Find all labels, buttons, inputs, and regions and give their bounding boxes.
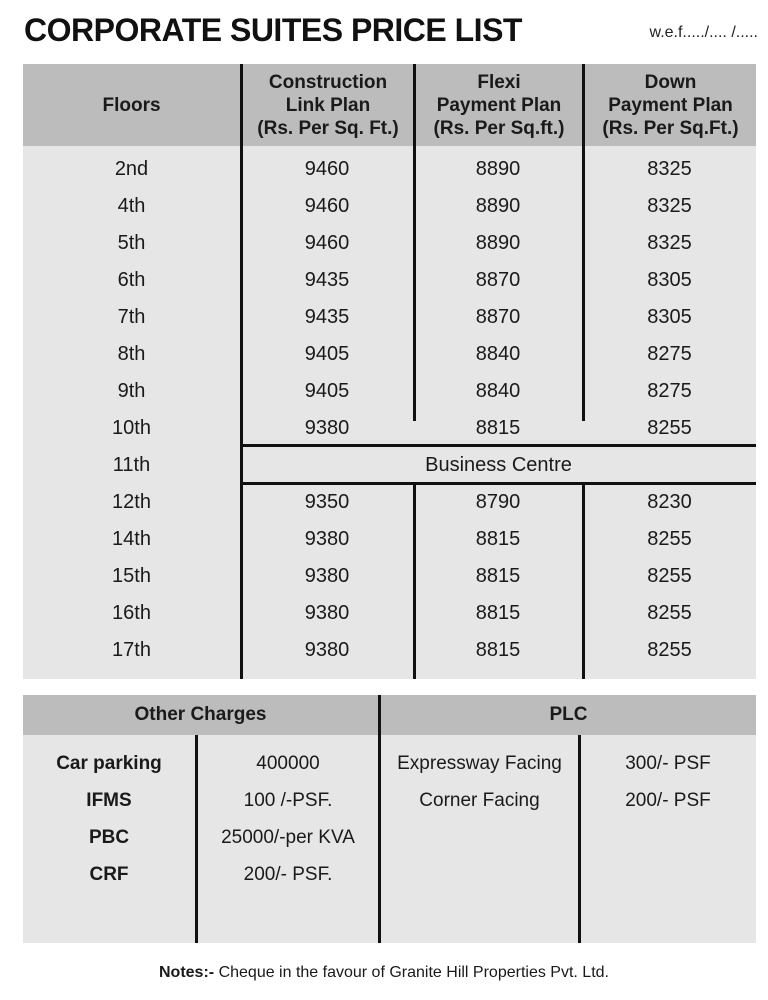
table-row — [23, 225, 756, 262]
charge-item: IFMS — [86, 790, 132, 811]
notes-text: Cheque in the favour of Granite Hill Properties Pvt. Ltd. — [218, 964, 609, 981]
flexi-cell: 8870 — [475, 269, 521, 291]
flexi-cell: 8890 — [475, 195, 521, 217]
floor-cell: 9th — [117, 380, 146, 402]
construction-cell: 9350 — [304, 491, 350, 513]
header-floors: Floors — [23, 64, 240, 146]
table-row — [23, 782, 756, 819]
floor-cell: 15th — [112, 565, 151, 587]
flexi-cell: 8840 — [475, 343, 521, 365]
floor-cell: 4th — [117, 195, 146, 217]
header-line: Flexi — [477, 71, 521, 93]
plc-value — [580, 856, 756, 893]
construction-cell: 9380 — [304, 565, 350, 587]
table-row — [23, 632, 756, 669]
table-row — [23, 336, 756, 373]
flexi-cell: 8815 — [475, 528, 521, 550]
table-row — [23, 410, 756, 447]
plc-item — [381, 819, 578, 856]
table-row — [23, 856, 756, 893]
floor-cell: 8th — [117, 343, 146, 365]
construction-cell: 9380 — [304, 528, 350, 550]
business-centre-label: Business Centre — [425, 454, 572, 476]
floor-cell: 6th — [117, 269, 146, 291]
header-line: Construction — [268, 71, 388, 93]
charge-value: 400000 — [256, 753, 320, 774]
table-row — [23, 745, 756, 782]
down-cell: 8305 — [647, 306, 692, 328]
down-cell: 8325 — [647, 195, 692, 217]
plc-item: Corner Facing — [419, 790, 540, 811]
table-row — [23, 521, 756, 558]
charge-item: CRF — [89, 864, 129, 885]
header-line: Payment Plan — [436, 94, 562, 116]
flexi-cell: 8890 — [475, 232, 521, 254]
header-construction-link-plan — [243, 64, 413, 146]
plc-item — [381, 856, 578, 893]
flexi-cell: 8840 — [475, 380, 521, 402]
charge-value: 25000/-per KVA — [221, 827, 355, 848]
floor-cell: 16th — [112, 602, 151, 624]
table-row — [23, 188, 756, 225]
construction-cell: 9405 — [304, 343, 350, 365]
flexi-cell: 8870 — [475, 306, 521, 328]
plc-value: 300/- PSF — [625, 753, 711, 774]
floor-cell: 5th — [117, 232, 146, 254]
header-line: Down — [644, 71, 697, 93]
plc-item: Expressway Facing — [397, 753, 562, 774]
flexi-cell: 8815 — [475, 417, 521, 439]
down-cell: 8255 — [647, 565, 692, 587]
table-row — [23, 595, 756, 632]
header-line: (Rs. Per Sq. Ft.) — [257, 117, 399, 139]
other-charges-table — [23, 695, 756, 943]
header-plc: PLC — [381, 695, 756, 735]
floor-cell: 17th — [112, 639, 151, 661]
down-cell: 8255 — [647, 417, 692, 439]
flexi-cell: 8815 — [475, 602, 521, 624]
construction-cell: 9435 — [304, 306, 350, 328]
table-row — [23, 558, 756, 595]
plc-value: 200/- PSF — [625, 790, 711, 811]
plc-value — [580, 819, 756, 856]
table-row — [23, 484, 756, 521]
down-cell: 8325 — [647, 158, 692, 180]
header-line: (Rs. Per Sq.ft.) — [433, 117, 565, 139]
flexi-cell: 8815 — [475, 565, 521, 587]
table-row — [23, 819, 756, 856]
down-cell: 8255 — [647, 602, 692, 624]
construction-cell: 9380 — [304, 602, 350, 624]
wef-date: w.e.f...../.... /..... — [649, 24, 758, 41]
down-cell: 8305 — [647, 269, 692, 291]
charge-item: Car parking — [56, 753, 162, 774]
down-cell: 8325 — [647, 232, 692, 254]
page-title: CORPORATE SUITES PRICE LIST — [24, 12, 522, 48]
down-cell: 8230 — [647, 491, 692, 513]
header-line: Payment Plan — [608, 94, 733, 116]
notes-label: Notes:- — [159, 964, 215, 981]
table-row — [23, 373, 756, 410]
construction-cell: 9460 — [304, 158, 350, 180]
price-rows — [23, 151, 756, 669]
charge-value: 100 /-PSF. — [243, 790, 333, 811]
table-row — [23, 262, 756, 299]
floor-cell: 14th — [112, 528, 151, 550]
floor-cell: 7th — [117, 306, 146, 328]
business-centre-row — [23, 447, 756, 484]
header-other-charges: Other Charges — [23, 695, 378, 735]
flexi-cell: 8890 — [475, 158, 521, 180]
construction-cell: 9405 — [304, 380, 350, 402]
notes — [0, 964, 768, 982]
table-row — [23, 299, 756, 336]
construction-cell: 9380 — [304, 417, 350, 439]
header-down-payment-plan — [585, 64, 756, 146]
price-table — [23, 64, 756, 679]
construction-cell: 9460 — [304, 232, 350, 254]
charge-value: 200/- PSF. — [243, 864, 333, 885]
down-cell: 8275 — [647, 343, 692, 365]
construction-cell: 9380 — [304, 639, 350, 661]
construction-cell: 9460 — [304, 195, 350, 217]
flexi-cell: 8790 — [475, 491, 521, 513]
floor-cell: 2nd — [114, 158, 149, 180]
flexi-cell: 8815 — [475, 639, 521, 661]
down-cell: 8255 — [647, 528, 692, 550]
down-cell: 8255 — [647, 639, 692, 661]
down-cell: 8275 — [647, 380, 692, 402]
table-row — [23, 151, 756, 188]
floor-cell: 12th — [112, 491, 151, 513]
charge-item: PBC — [88, 827, 130, 848]
header-flexi-payment-plan — [416, 64, 582, 146]
floor-cell: 11th — [112, 454, 151, 476]
header-line: (Rs. Per Sq.Ft.) — [602, 117, 739, 139]
header-line: Link Plan — [285, 94, 371, 116]
construction-cell: 9435 — [304, 269, 350, 291]
floor-cell: 10th — [112, 417, 151, 439]
